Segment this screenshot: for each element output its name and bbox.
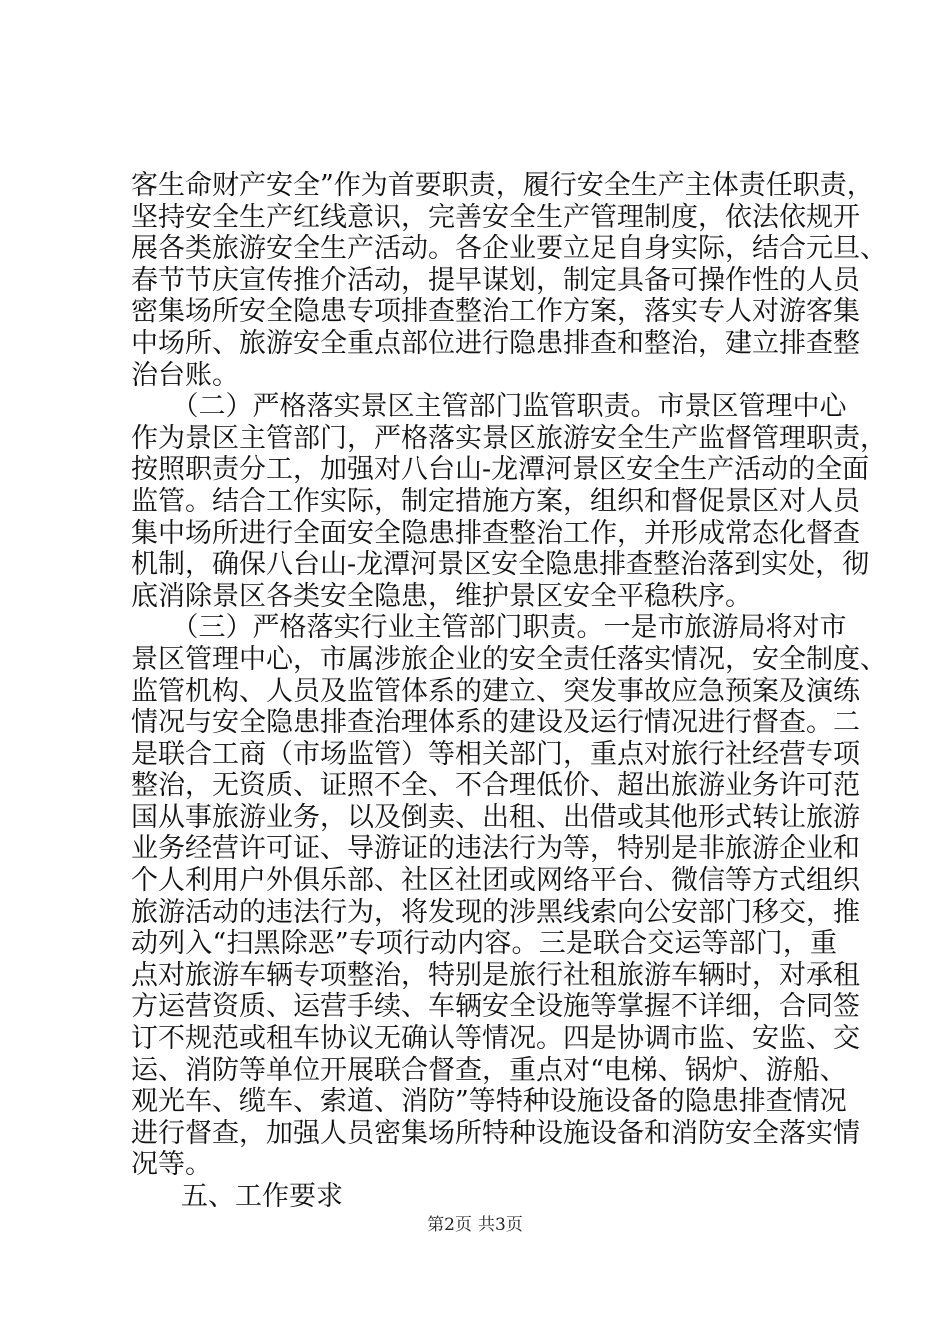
text-line: 订不规范或租车协议无确认等情况。四是协调市监、安监、交 (131, 1023, 860, 1055)
text-line: 动列入“扫黑除恶”专项行动内容。三是联合交运等部门，重 (131, 928, 837, 960)
text-line: 底消除景区各类安全隐患，维护景区安全平稳秩序。 (131, 580, 752, 612)
text-line: 集中场所进行全面安全隐患排查整治工作，并形成常态化督查 (131, 517, 860, 549)
text-line: 运、消防等单位开展联合督查，重点对“电梯、锅炉、游船、 (131, 1054, 847, 1086)
document-body (131, 170, 887, 1213)
text-line: 整治，无资质、证照不全、不合理低价、超出旅游业务许可范 (131, 770, 860, 802)
text-line: 密集场所安全隐患专项排查整治工作方案，落实专人对游客集 (131, 296, 860, 328)
text-line: 展各类旅游安全生产活动。各企业要立足自身实际，结合元旦、 (131, 233, 887, 265)
text-line: 方运营资质、运营手续、车辆安全设施等掌握不详细，合同签 (131, 991, 860, 1023)
page-footer (0, 1210, 950, 1235)
text-line: （二）严格落实景区主管部门监管职责。市景区管理中心 (131, 391, 847, 423)
text-line: 观光车、缆车、索道、消防”等特种设施设备的隐患排查情况 (131, 1086, 847, 1118)
text-line: 客生命财产安全”作为首要职责，履行安全生产主体责任职责， (131, 170, 874, 201)
text-line: 情况与安全隐患排查治理体系的建设及运行情况进行督查。二 (131, 707, 860, 739)
text-line: 个人利用户外俱乐部、社区社团或网络平台、微信等方式组织 (131, 865, 860, 897)
text-line: （三）严格落实行业主管部门职责。一是市旅游局将对市 (131, 612, 847, 644)
text-line: 机制，确保八台山-龙潭河景区安全隐患排查整治落到实处，彻 (131, 549, 870, 581)
text-line: 况等。 (131, 1149, 212, 1181)
text-line: 是联合工商（市场监管）等相关部门，重点对旅行社经营专项 (131, 738, 860, 770)
text-line: 按照职责分工，加强对八台山-龙潭河景区安全生产活动的全面 (131, 454, 870, 486)
text-line: 旅游活动的违法行为，将发现的涉黑线索向公安部门移交，推 (131, 896, 860, 928)
text-line: 进行督查，加强人员密集场所特种设施设备和消防安全落实情 (131, 1117, 860, 1149)
text-line: 点对旅游车辆专项整治，特别是旅行社租旅游车辆时，对承租 (131, 959, 860, 991)
text-line: 国从事旅游业务，以及倒卖、出租、出借或其他形式转让旅游 (131, 801, 860, 833)
text-line: 监管机构、人员及监管体系的建立、突发事故应急预案及演练 (131, 675, 860, 707)
text-line: 作为景区主管部门，严格落实景区旅游安全生产监督管理职责， (131, 422, 887, 454)
text-line: 景区管理中心，市属涉旅企业的安全责任落实情况，安全制度、 (131, 643, 887, 675)
text-line: 治台账。 (131, 359, 239, 391)
text-line: 业务经营许可证、导游证的违法行为等，特别是非旅游企业和 (131, 833, 860, 865)
text-line: 中场所、旅游安全重点部位进行隐患排查和整治，建立排查整 (131, 327, 860, 359)
page-total: 共3页 (478, 1215, 523, 1235)
page-number: 第2页 (427, 1215, 472, 1235)
text-line: 坚持安全生产红线意识，完善安全生产管理制度，依法依规开 (131, 201, 860, 233)
text-line: 春节节庆宣传推介活动，提早谋划，制定具备可操作性的人员 (131, 264, 860, 296)
section-heading: 五、工作要求 (181, 1181, 343, 1212)
text-line: 监管。结合工作实际，制定措施方案，组织和督促景区对人员 (131, 485, 860, 517)
